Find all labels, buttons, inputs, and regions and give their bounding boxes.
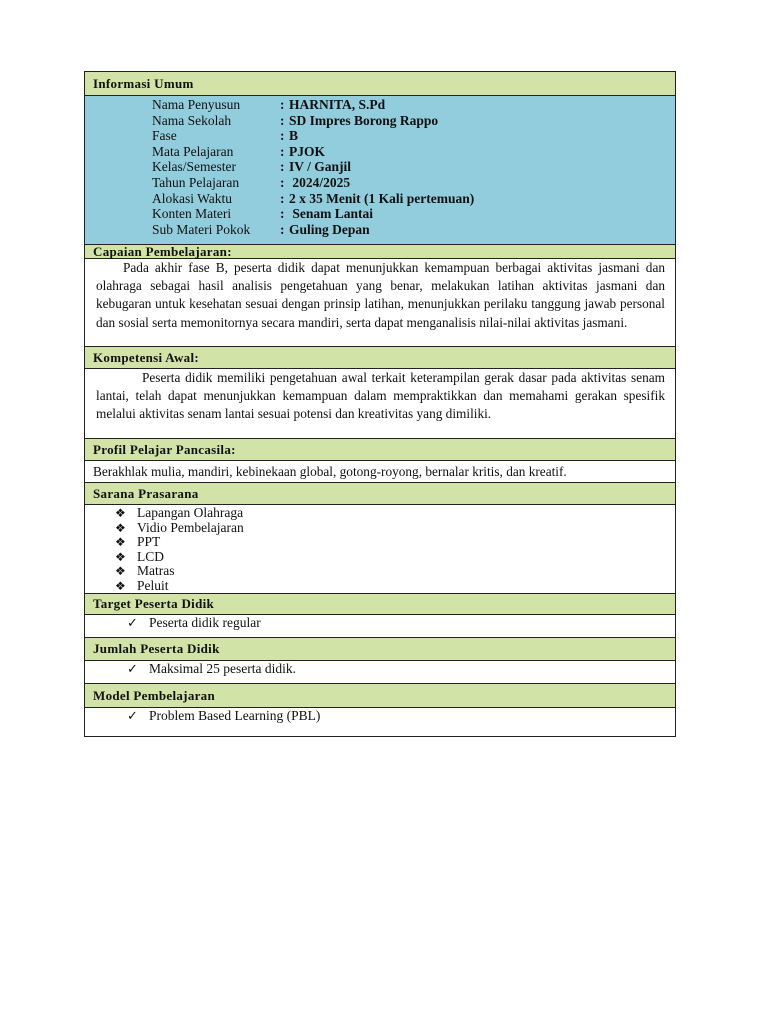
diamond-bullet-icon: ❖ xyxy=(115,549,126,564)
info-colon: : xyxy=(280,206,285,222)
info-umum-header: Informasi Umum xyxy=(85,72,675,96)
diamond-bullet-icon: ❖ xyxy=(115,564,126,578)
info-colon: : xyxy=(280,143,285,159)
sarana-list xyxy=(85,506,675,593)
capaian-text: Pada akhir fase B, peserta didik dapat menunjukkan kemampuan berbagai aktivitas jasmani dan olahraga sebagai hasil analisis pengetahuan yang benar, melakukan latihan aktivitas jasmani dan kebugaran untuk kesehatan sesuai dengan prinsip latihan, menunjukkan perilaku tanggung jawab personal dan sosial serta memonitornya secara mandiri, serta dapat menganalisis nilai-nilai aktivitas jasmani. xyxy=(85,259,675,347)
list-item-label: Peluit xyxy=(137,577,169,593)
info-value: 2024/2025 xyxy=(289,174,351,190)
info-row-sub-materi-pokok xyxy=(152,222,675,238)
capaian-header: Capaian Pembelajaran: xyxy=(85,245,675,259)
info-row-mata-pelajaran xyxy=(152,144,675,160)
diamond-bullet-icon: ❖ xyxy=(115,578,126,593)
info-colon: : xyxy=(280,112,285,128)
info-label: Alokasi Waktu xyxy=(152,190,233,206)
info-value: HARNITA, S.Pd xyxy=(289,97,386,112)
target-item: Peserta didik regular xyxy=(149,615,261,630)
info-value: Senam Lantai xyxy=(289,206,374,222)
info-row-konten-materi xyxy=(152,206,675,222)
info-value: PJOK xyxy=(289,143,325,159)
info-label: Nama Sekolah xyxy=(152,112,232,128)
checkmark-icon: ✓ xyxy=(127,615,138,630)
jumlah-body xyxy=(85,661,675,684)
diamond-bullet-icon: ❖ xyxy=(115,535,126,549)
target-body xyxy=(85,615,675,638)
sarana-header: Sarana Prasarana xyxy=(85,483,675,505)
info-value: 2 x 35 Menit (1 Kali pertemuan) xyxy=(289,190,475,206)
jumlah-header: Jumlah Peserta Didik xyxy=(85,638,675,661)
info-row-nama-penyusun xyxy=(152,97,675,113)
info-label: Fase xyxy=(152,128,177,144)
info-value: SD Impres Borong Rappo xyxy=(289,112,439,128)
target-header: Target Peserta Didik xyxy=(85,594,675,615)
list-item-label: Matras xyxy=(137,563,175,578)
list-item-label: PPT xyxy=(137,534,161,549)
info-colon: : xyxy=(280,97,285,112)
info-label: Mata Pelajaran xyxy=(152,143,234,159)
info-colon: : xyxy=(280,174,285,190)
jumlah-item: Maksimal 25 peserta didik. xyxy=(149,661,296,676)
checkmark-icon: ✓ xyxy=(127,661,138,676)
model-header: Model Pembelajaran xyxy=(85,684,675,708)
list-item xyxy=(115,506,675,521)
list-item xyxy=(115,550,675,565)
profil-text: Berakhlak mulia, mandiri, kebinekaan global, gotong-royong, bernalar kritis, dan kreatif. xyxy=(85,461,675,483)
list-item xyxy=(115,521,675,536)
info-value: IV / Ganjil xyxy=(289,159,352,175)
list-item-label: LCD xyxy=(137,548,164,564)
sarana-body xyxy=(85,505,675,594)
list-item-label: Vidio Pembelajaran xyxy=(137,519,244,535)
kompetensi-text: Peserta didik memiliki pengetahuan awal terkait keterampilan gerak dasar pada aktivitas senam lantai, telah dapat menunjukkan kemampuan dalam mempraktikkan dan memahami gerakan spesifik melalui aktivitas senam lantai sesuai potensi dan kreativitas yang dimiliki. xyxy=(85,369,675,439)
info-value: B xyxy=(289,128,299,144)
info-label: Nama Penyusun xyxy=(152,97,241,112)
info-colon: : xyxy=(280,128,285,144)
info-row-nama-sekolah xyxy=(152,113,675,129)
info-row-fase xyxy=(152,128,675,144)
list-item xyxy=(115,564,675,579)
info-label: Konten Materi xyxy=(152,206,232,222)
info-colon: : xyxy=(280,221,285,237)
info-row-tahun-pelajaran xyxy=(152,175,675,191)
kompetensi-header: Kompetensi Awal: xyxy=(85,347,675,369)
info-colon: : xyxy=(280,159,285,175)
model-body xyxy=(85,708,675,736)
list-item xyxy=(115,535,675,550)
info-row-kelas-semester xyxy=(152,159,675,175)
list-item xyxy=(115,579,675,594)
info-value: Guling Depan xyxy=(289,221,370,237)
info-label: Tahun Pelajaran xyxy=(152,174,240,190)
profil-header: Profil Pelajar Pancasila: xyxy=(85,439,675,461)
model-item: Problem Based Learning (PBL) xyxy=(149,708,321,723)
diamond-bullet-icon: ❖ xyxy=(115,520,126,535)
info-row-alokasi-waktu xyxy=(152,191,675,207)
info-colon: : xyxy=(280,190,285,206)
checkmark-icon: ✓ xyxy=(127,708,138,723)
info-label: Sub Materi Pokok xyxy=(152,221,251,237)
list-item-label: Lapangan Olahraga xyxy=(137,505,244,520)
info-label: Kelas/Semester xyxy=(152,159,236,175)
info-umum-body xyxy=(85,96,675,245)
module-info-table xyxy=(84,71,676,737)
diamond-bullet-icon: ❖ xyxy=(115,506,126,520)
